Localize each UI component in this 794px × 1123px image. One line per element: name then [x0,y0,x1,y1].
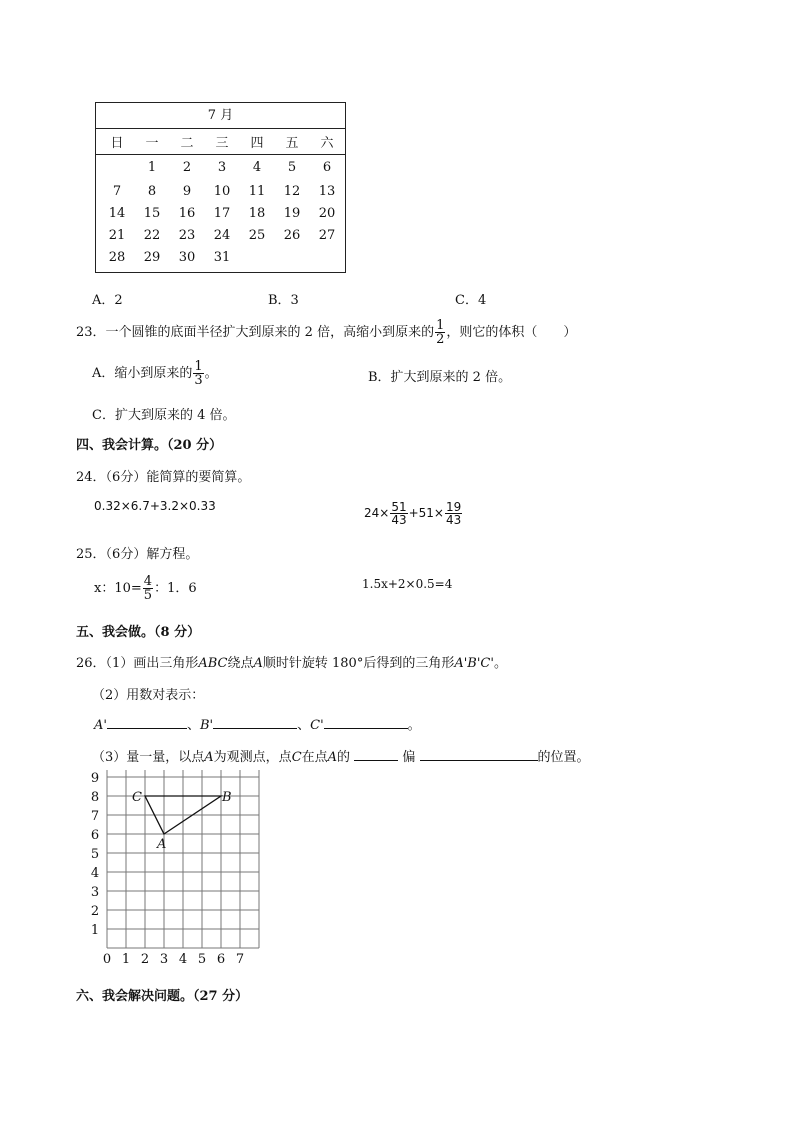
q26-part3-a2: A [327,750,338,765]
calendar-day: 3 [217,160,227,175]
x-tick-label: 5 [197,952,207,967]
q24-expr2-num1: 51 [391,500,407,514]
q24-expr2-num2: 19 [446,500,462,514]
q24-expression-2 [364,495,463,531]
calendar-day: 5 [287,160,297,175]
x-tick-label: 6 [216,952,226,967]
x-tick-label: 2 [140,952,150,967]
x-tick-label: 7 [235,952,245,967]
c-prime-blank[interactable] [324,716,408,729]
calendar-day: 11 [248,184,266,199]
q24-expr2-part1: 24× [364,506,390,520]
q23-option-a-end: 。 [204,366,218,381]
calendar-day: 4 [252,160,262,175]
point-a-label: A [157,837,167,852]
calendar-day: 14 [108,206,126,221]
q26-point-a: A [253,656,263,671]
q26-part3-a: A [204,750,214,765]
a-prime-blank[interactable] [107,716,187,729]
q24-expr2-fraction-2 [445,501,462,526]
q26-part1-end: 。 [493,656,507,671]
q23-stem-end: ，则它的体积（ ） [446,325,577,340]
calendar-day: 12 [283,184,301,199]
calendar-day: 15 [143,206,161,221]
direction-blank[interactable] [354,748,398,761]
q23-fraction-num: 1 [436,318,445,333]
c-prime-label: C' [310,718,324,733]
q23-fraction-den: 2 [436,332,445,347]
y-tick-label: 6 [90,828,100,843]
q24-stem: 24．（6分）能简算的要简算。 [76,470,251,485]
calendar-weekday: 一 [145,136,159,151]
calendar-day: 22 [143,228,161,243]
calendar-day: 7 [112,184,122,199]
q25-eq1-start: x：10= [94,581,142,596]
calendar-weekday: 五 [285,136,299,151]
calendar-day: 16 [178,206,196,221]
calendar-weekday: 三 [215,136,229,151]
y-tick-label: 8 [90,790,100,805]
calendar-day: 24 [213,228,231,243]
q24-expr2-part2: +51× [408,506,444,520]
q26-coordinate-answers [94,714,421,733]
q23-option-a [92,359,218,389]
calendar-day: 26 [283,228,301,243]
calendar-day: 18 [248,206,266,221]
q22-option-b: B．3 [268,293,299,308]
calendar-day: 8 [147,184,157,199]
y-tick-label: 7 [90,809,100,824]
x-tick-label: 4 [178,952,188,967]
calendar-day: 28 [108,250,126,265]
x-tick-label: 1 [121,952,131,967]
calendar-day: 27 [318,228,336,243]
x-tick-label: 3 [159,952,169,967]
calendar-weekday-header [96,128,345,155]
q25-eq1-fraction [143,575,153,602]
q23-a-den: 3 [194,373,203,388]
q23-fraction [435,319,445,346]
q26-triangle-abc: ABC [198,656,228,671]
calendar-day: 30 [178,250,196,265]
q26-part1-mid: 绕点 [227,656,254,671]
q26-part3-mid2: 在点 [301,750,328,765]
calendar-day: 6 [322,160,332,175]
calendar-day: 10 [213,184,231,199]
y-tick-label: 1 [90,923,100,938]
calendar-day: 20 [318,206,336,221]
q24-expression-1: 0.32×6.7+3.2×0.33 [94,499,216,513]
calendar-weekday: 日 [110,136,124,151]
b-prime-label: B' [199,718,214,733]
q23-a-num: 1 [194,359,203,374]
q26-part3-mid: 为观测点，点 [213,750,292,765]
q24-expr2-fraction-1 [390,501,407,526]
q24-expr2-den2: 43 [446,513,462,527]
calendar-day: 19 [283,206,301,221]
q26-part1-start: 26．（1）画出三角形 [76,656,199,671]
q23-stem [76,318,576,348]
point-b-label: B [222,790,232,805]
separator-2: 、 [297,718,311,733]
q26-part3-c: C [291,750,302,765]
section5-title: 五、我会做。（8 分） [76,625,201,640]
q23-option-c: C．扩大到原来的 4 倍。 [92,408,236,423]
calendar-day: 9 [182,184,192,199]
y-tick-label: 3 [90,885,100,900]
q26-part3-mid3: 的 [337,750,351,765]
y-tick-label: 9 [90,771,100,786]
coordinate-grid [85,770,275,975]
y-tick-label: 4 [90,866,100,881]
calendar-weekday: 二 [180,136,194,151]
q26-part2: （2）用数对表示： [92,688,205,703]
section6-title: 六、我会解决问题。（27 分） [76,989,249,1004]
y-tick-label: 2 [90,904,100,919]
calendar-day: 25 [248,228,266,243]
b-prime-blank[interactable] [213,716,297,729]
a-prime-label: A' [94,718,107,733]
calendar-day: 2 [182,160,192,175]
q23-stem-start: 23．一个圆锥的底面半径扩大到原来的 2 倍，高缩小到原来的 [76,325,435,340]
q25-eq1-num: 4 [143,574,153,589]
q26-part1 [76,652,507,671]
q23-option-a-fraction [193,360,203,387]
q26-triangle-abc-prime: A'B'C' [454,656,494,671]
x-tick-label: 0 [102,952,112,967]
calendar-weekday: 四 [250,136,264,151]
q25-eq1-end: ：1．6 [154,581,197,596]
calendar-day: 1 [147,160,157,175]
q22-option-c: C．4 [455,293,487,308]
q23-option-b: B．扩大到原来的 2 倍。 [368,370,512,385]
calendar-day: 21 [108,228,126,243]
calendar-day: 29 [143,250,161,265]
calendar-title: 7 月 [96,103,345,129]
q26-part3-start: （3）量一量，以点 [92,750,205,765]
q25-equation-1 [94,572,197,606]
q22-option-a: A．2 [92,293,123,308]
q26-part3-end: 的位置。 [537,750,590,765]
q25-equation-2: 1.5x+2×0.5=4 [362,577,453,591]
q26-part3-pian: 偏 [402,750,416,765]
q25-eq1-den: 5 [143,588,153,603]
q23-option-a-text: A．缩小到原来的 [92,366,193,381]
separator-1: 、 [186,718,200,733]
calendar-day: 13 [318,184,336,199]
q24-expr2-den1: 43 [391,513,407,527]
calendar-day: 23 [178,228,196,243]
q25-stem: 25．（6分）解方程。 [76,547,199,562]
y-tick-label: 5 [90,847,100,862]
july-calendar [95,102,346,273]
angle-distance-blank[interactable] [420,748,538,761]
calendar-day: 31 [213,250,231,265]
section4-title: 四、我会计算。（20 分） [76,438,223,453]
calendar-weekday: 六 [320,136,334,151]
point-c-label: C [132,790,142,805]
q26-part1-mid2: 顺时针旋转 180°后得到的三角形 [262,656,455,671]
q26-part3 [92,746,590,765]
calendar-day: 17 [213,206,231,221]
end-mark: 。 [407,718,421,733]
